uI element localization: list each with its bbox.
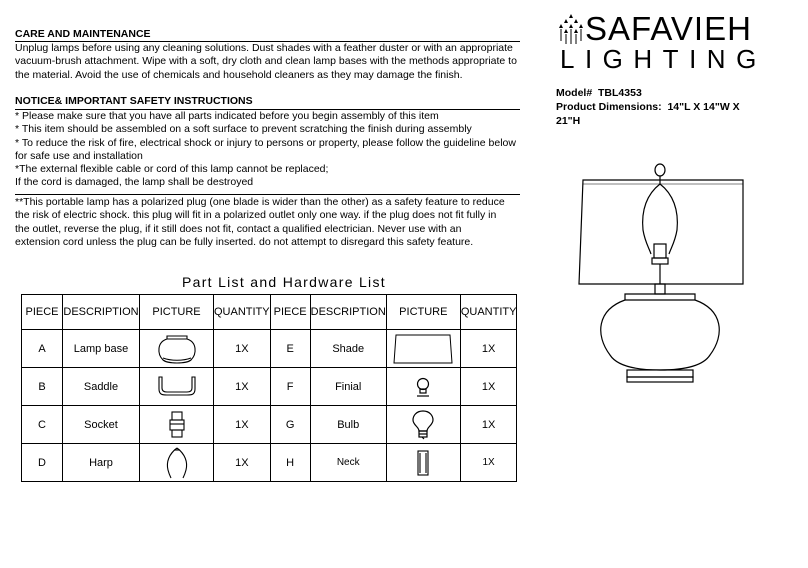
table-row [22,444,517,482]
piece-cell: H [270,444,310,482]
notice-line: * Please make sure that you have all parts indicated before you begin assembly of this item [15,110,439,122]
plug-line: the outlet, reverse the plug, if it still does not fit, contact a qualified electrician. Never use with an [15,222,462,235]
picture-cell [140,406,214,444]
table-lamp-drawing [575,160,755,390]
header-quantity: QUANTITY [214,295,271,330]
harp-icon [162,446,192,480]
table-row [22,368,517,406]
parts-header-row [22,295,517,330]
notice-line: *The external flexible cable or cord of this lamp cannot be replaced; [15,163,329,176]
quantity-cell: 1X [460,406,517,444]
bulb-icon [411,409,435,441]
quantity-cell: 1X [460,330,517,368]
quantity-cell: 1X [214,444,271,482]
piece-cell: C [22,406,63,444]
model-line [556,87,642,99]
quantity-cell: 1X [214,330,271,368]
piece-cell: E [270,330,310,368]
header-piece: PIECE [22,295,63,330]
picture-cell [140,368,214,406]
neck-icon [415,449,431,477]
description-cell: Neck [310,444,386,482]
plug-line: the risk of electric shock. this plug will fit in a polarized outlet only one way. if the plug does not fit fully in [15,209,497,222]
lamp-base-icon [155,332,199,366]
header-picture-2: PICTURE [386,295,460,330]
description-cell: Bulb [310,406,386,444]
piece-cell: G [270,406,310,444]
description-cell: Lamp base [63,330,140,368]
description-cell: Saddle [63,368,140,406]
header-description: DESCRIPTION [63,295,140,330]
plug-text [15,196,520,249]
notice-line: * To reduce the risk of fire, electrical shock or injury to persons or property, please follow the guideline below [15,136,516,149]
model-value: TBL4353 [598,87,642,99]
socket-icon [167,410,187,440]
description-cell: Socket [63,406,140,444]
description-cell: Shade [310,330,386,368]
table-row [22,406,517,444]
finial-icon [413,375,433,399]
brand-name: SAFAVIEH [585,10,752,47]
care-text [15,42,520,82]
care-line: the material. Avoid the use of chemicals and household cleaners as they may damage the finish. [15,68,463,81]
description-cell: Finial [310,368,386,406]
quantity-cell: 1X [460,368,517,406]
picture-cell [386,406,460,444]
saddle-icon [155,373,199,401]
dimensions-line [556,101,740,113]
parts-title: Part List and Hardware List [182,274,386,290]
header-quantity-2: QUANTITY [460,295,517,330]
notice-line: If the cord is damaged, the lamp shall be destroyed [15,176,254,189]
dimensions-value: 14"L X 14"W X [667,101,740,113]
picture-cell [140,444,214,482]
table-row [22,330,517,368]
notice-line: for safe use and installation [15,149,143,162]
quantity-cell: 1X [214,406,271,444]
piece-cell: F [270,368,310,406]
picture-cell [386,368,460,406]
crown-logo-icon [558,12,584,46]
dimensions-line-2: 21"H [556,115,581,127]
plug-line: extension cord unless the plug can be fully inserted. do not attempt to disregard this safety feature. [15,235,474,248]
notice-text [15,110,520,190]
care-line: Unplug lamps before using any cleaning solutions. Dust shades with a feather duster or with an appropriate [15,42,513,54]
description-cell: Harp [63,444,140,482]
care-title: CARE AND MAINTENANCE [15,28,151,40]
header-piece-2: PIECE [270,295,310,330]
notice-line: * This item should be assembled on a soft surface to prevent scratching the finish during assembly [15,123,472,136]
plug-divider [15,194,520,195]
piece-cell: B [22,368,63,406]
header-picture: PICTURE [140,295,214,330]
quantity-cell: 1X [460,444,517,482]
dimensions-label: Product Dimensions: [556,101,662,113]
brand-subtitle: LIGHTING [560,44,767,74]
shade-icon [390,332,456,366]
piece-cell: D [22,444,63,482]
picture-cell [386,330,460,368]
picture-cell [386,444,460,482]
quantity-cell: 1X [214,368,271,406]
picture-cell [140,330,214,368]
model-label: Model# [556,87,593,99]
plug-line: **This portable lamp has a polarized plug (one blade is wider than the other) as a safety feature to reduce [15,196,505,208]
notice-title: NOTICE& IMPORTANT SAFETY INSTRUCTIONS [15,95,253,107]
piece-cell: A [22,330,63,368]
parts-table [21,294,517,482]
header-description-2: DESCRIPTION [310,295,386,330]
care-line: vacuum-brush attachment. Wipe with a soft, dry cloth and clean lamp bases with the methods appropriate to [15,55,517,68]
